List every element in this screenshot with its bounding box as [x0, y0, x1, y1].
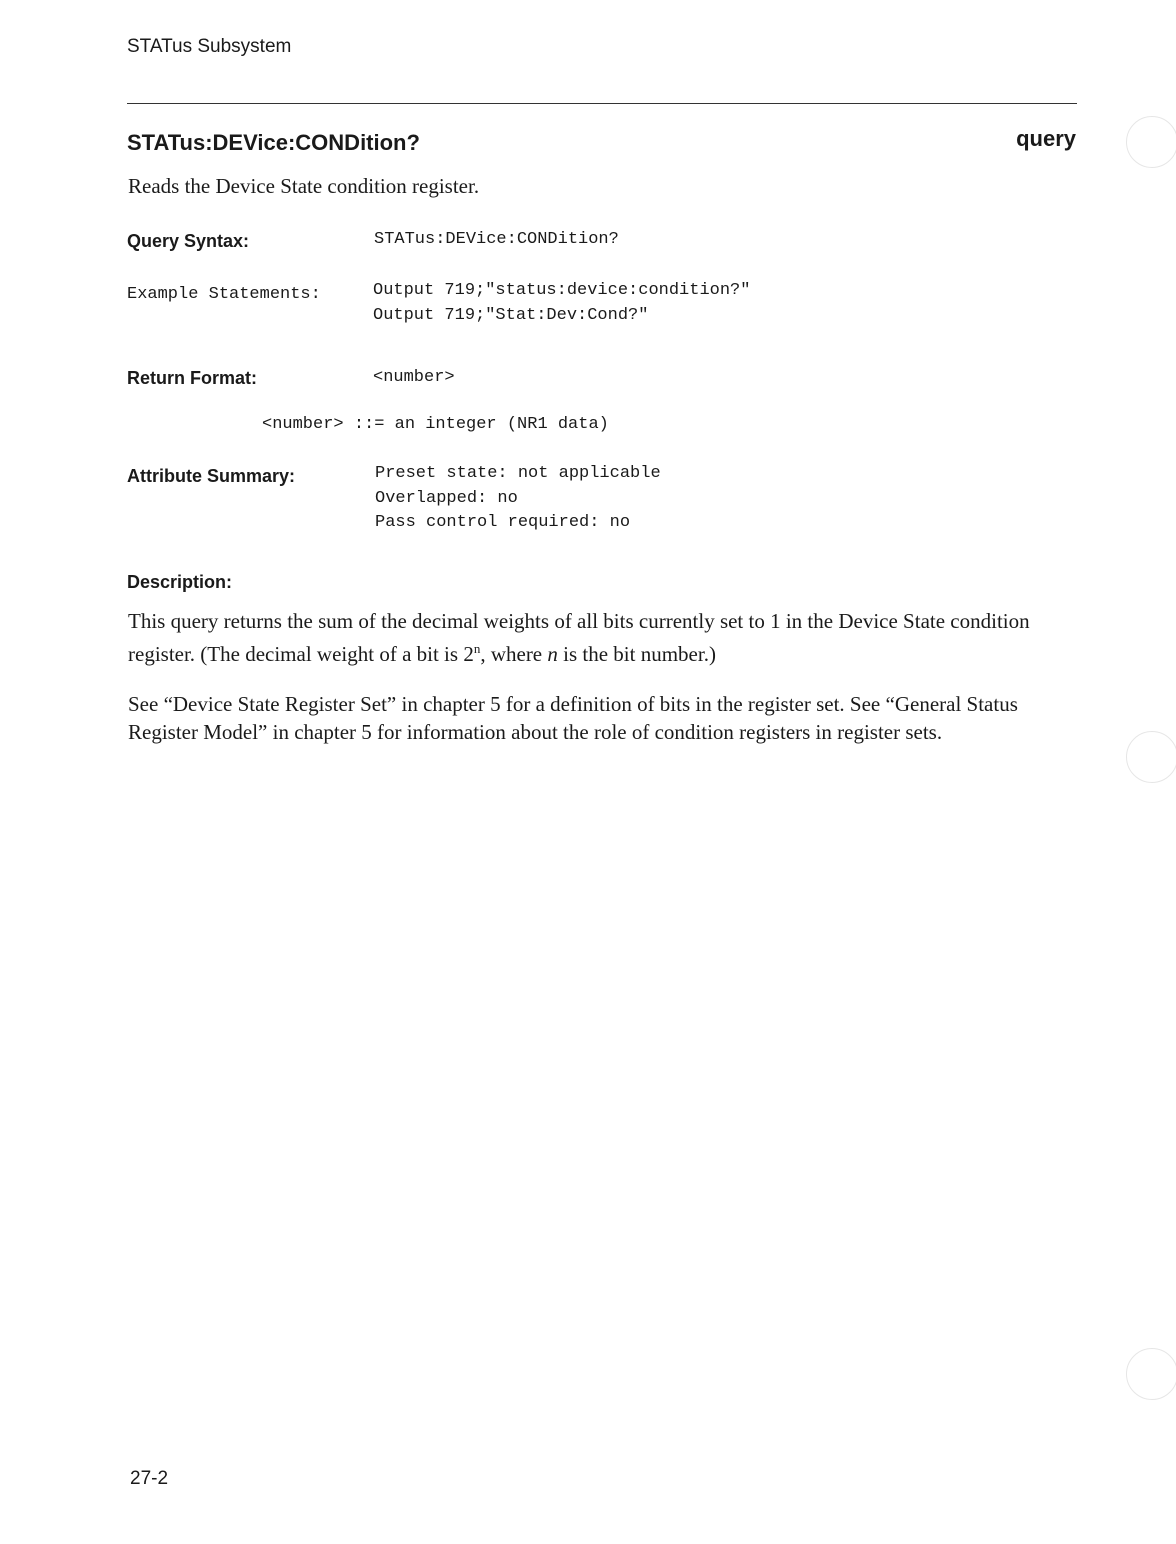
attribute-line: Overlapped: no	[375, 489, 518, 508]
example-statement: Output 719;"status:device:condition?"	[373, 281, 751, 300]
header-rule	[127, 103, 1077, 104]
punch-hole	[1126, 116, 1176, 168]
number-definition: <number> ::= an integer (NR1 data)	[262, 415, 609, 434]
attribute-summary-label: Attribute Summary:	[127, 466, 296, 486]
return-format-value: <number>	[373, 368, 455, 387]
intro-text: Reads the Device State condition register.	[128, 174, 480, 198]
variable-n: n	[547, 642, 558, 666]
page-number: 27-2	[130, 1468, 169, 1489]
attribute-line: Pass control required: no	[375, 513, 631, 532]
example-statement: Output 719;"Stat:Dev:Cond?"	[373, 306, 649, 325]
exponent: n	[473, 641, 481, 656]
command-title: STATus:DEVice:CONDition?	[127, 130, 420, 155]
punch-hole	[1126, 1348, 1176, 1400]
description-paragraph: This query returns the sum of the decimal weights of all bits currently set to 1 in the Device State condition register. (The decimal weight of a bit is 2$^n$, where n is the bit number.)	[128, 609, 1030, 666]
command-type: query	[1016, 126, 1076, 151]
description-label: Description:	[127, 572, 233, 592]
example-statements-label: Example Statements:	[127, 285, 321, 304]
attribute-line: Preset state: not applicable	[375, 464, 661, 483]
query-syntax-label: Query Syntax:	[127, 231, 250, 251]
description-paragraph: See “Device State Register Set” in chapter 5 for a definition of bits in the register set. See “General Status Register Model” in chapter 5 for information about the role of condition registers in register sets.	[128, 692, 1018, 744]
punch-hole	[1126, 731, 1176, 783]
return-format-label: Return Format:	[127, 368, 257, 388]
query-syntax-value: STATus:DEVice:CONDition?	[374, 230, 619, 249]
running-header: STATus Subsystem	[127, 36, 292, 57]
